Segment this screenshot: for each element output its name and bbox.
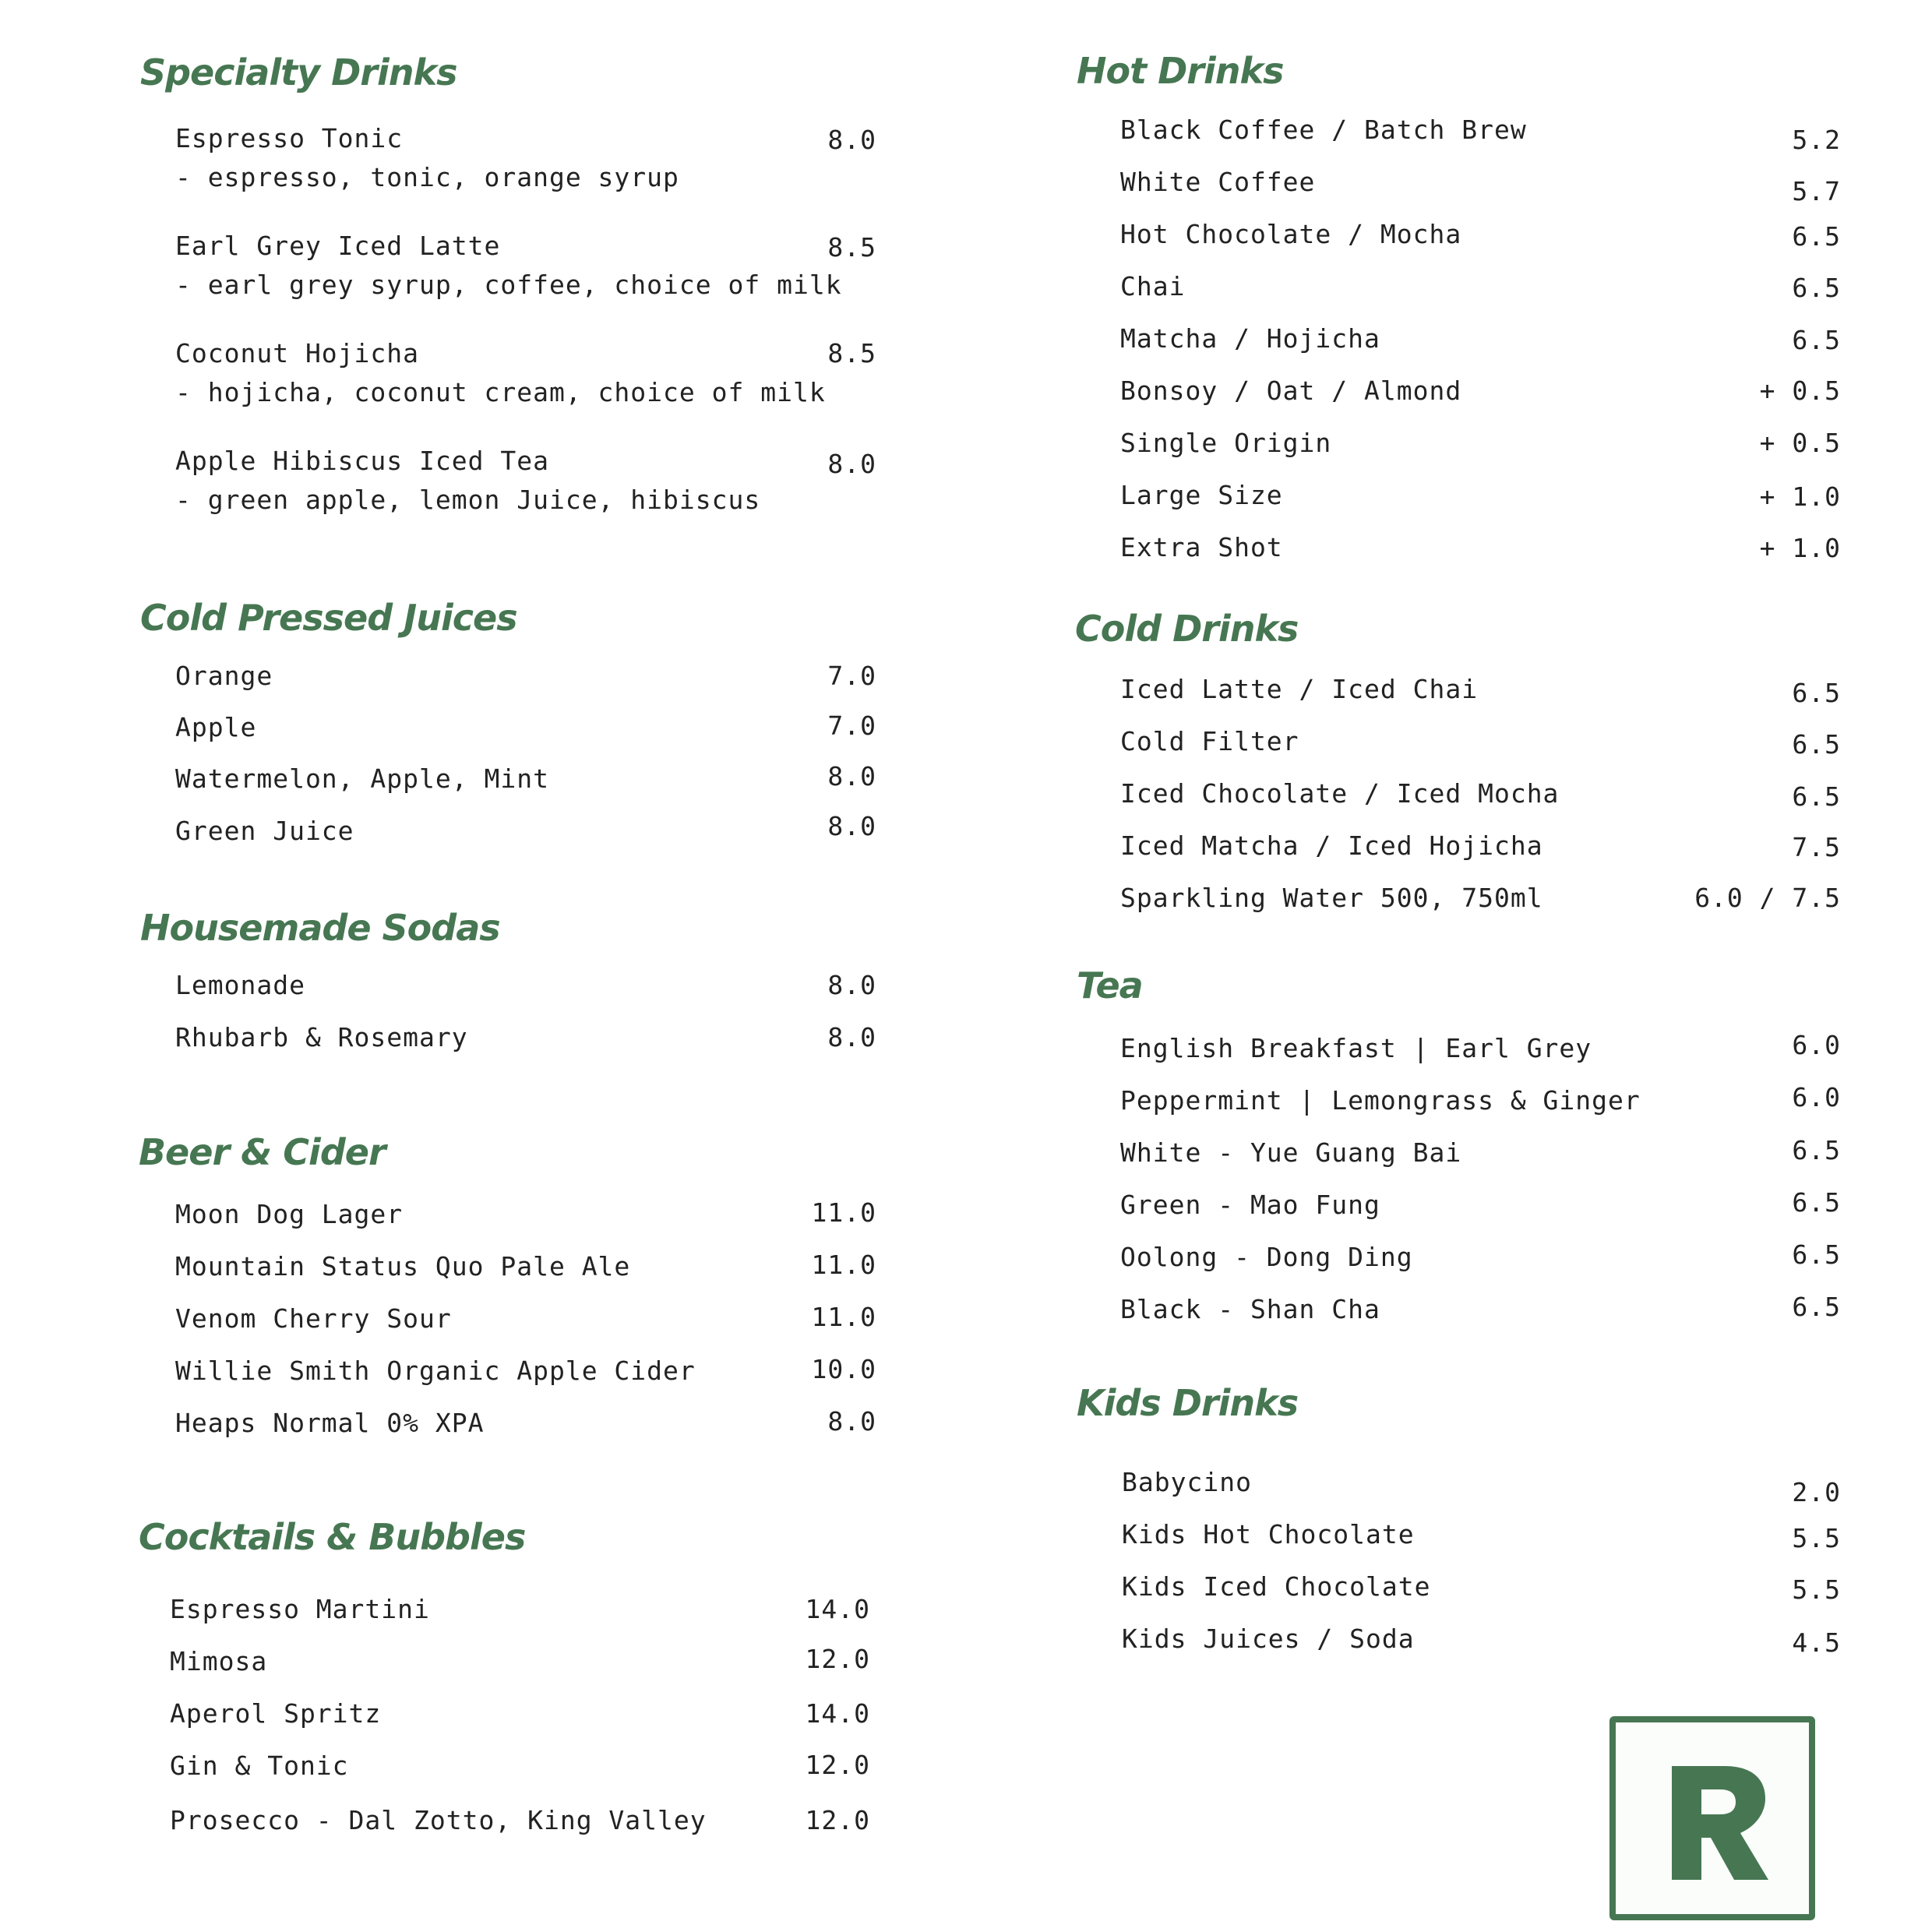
menu-item-name: Willie Smith Organic Apple Cider	[175, 1356, 696, 1386]
menu-item-name: Aperol Spritz	[170, 1698, 382, 1729]
menu-item-price: 8.0	[827, 1022, 876, 1052]
menu-item-name: Iced Matcha / Iced Hojicha	[1120, 830, 1543, 861]
menu-item-price: 8.0	[827, 761, 876, 791]
menu-item-price: 6.5	[1792, 221, 1841, 252]
menu-item-name: Extra Shot	[1120, 532, 1283, 562]
menu-item-name: Green - Mao Fung	[1120, 1190, 1380, 1220]
menu-item-price: 10.0	[811, 1354, 876, 1384]
menu-item-price: 6.5	[1792, 678, 1841, 708]
menu-item-description: - green apple, lemon Juice, hibiscus	[175, 485, 761, 515]
menu-item-name: English Breakfast | Earl Grey	[1120, 1033, 1592, 1063]
menu-item-name: Single Origin	[1120, 428, 1332, 458]
menu-item-price: 7.5	[1792, 832, 1841, 862]
menu-item-price: 5.5	[1792, 1574, 1841, 1605]
section-title-tea: Tea	[1077, 964, 1143, 1007]
menu-item-name: Hot Chocolate / Mocha	[1120, 219, 1462, 249]
menu-item-price: 6.5	[1792, 325, 1841, 355]
menu-item-name: Venom Cherry Sour	[175, 1303, 452, 1334]
menu-item-price: 4.5	[1792, 1627, 1841, 1658]
menu-item-price: 5.2	[1792, 125, 1841, 155]
menu-item-name: Rhubarb & Rosemary	[175, 1022, 468, 1052]
section-title-housemade-sodas: Housemade Sodas	[140, 907, 500, 949]
menu-item-description: - earl grey syrup, coffee, choice of milk	[175, 270, 842, 300]
menu-item-name: White - Yue Guang Bai	[1120, 1137, 1462, 1168]
menu-item-name: Prosecco - Dal Zotto, King Valley	[170, 1805, 707, 1835]
menu-item-name: Moon Dog Lager	[175, 1199, 404, 1229]
menu-item-name: Kids Juices / Soda	[1122, 1624, 1415, 1654]
menu-item-name: Watermelon, Apple, Mint	[175, 763, 549, 794]
menu-item-name: Cold Filter	[1120, 726, 1299, 756]
menu-item-price: 6.5	[1792, 729, 1841, 760]
menu-item-price: 8.5	[827, 338, 876, 368]
menu-item-price: 8.5	[827, 232, 876, 263]
menu-item-name: Black - Shan Cha	[1120, 1294, 1380, 1324]
menu-item-price: 8.0	[827, 1406, 876, 1437]
section-title-hot-drinks: Hot Drinks	[1077, 50, 1284, 92]
menu-item-price: 12.0	[805, 1644, 870, 1674]
menu-item-price: 2.0	[1792, 1477, 1841, 1507]
menu-item-price: 11.0	[811, 1302, 876, 1332]
menu-item-price: 6.0	[1792, 1030, 1841, 1060]
menu-item-name: Mountain Status Quo Pale Ale	[175, 1251, 631, 1282]
menu-item-price: 5.7	[1792, 176, 1841, 206]
section-title-cold-drinks: Cold Drinks	[1075, 608, 1299, 650]
menu-item-name: Iced Latte / Iced Chai	[1120, 674, 1479, 704]
menu-item-price: 14.0	[805, 1698, 870, 1729]
menu-item-name: Peppermint | Lemongrass & Ginger	[1120, 1085, 1641, 1116]
menu-item-description: - hojicha, coconut cream, choice of milk	[175, 377, 826, 407]
menu-item-name: Orange	[175, 661, 273, 691]
menu-item-price: 6.5	[1792, 1292, 1841, 1322]
menu-item-price: 14.0	[805, 1594, 870, 1624]
section-title-specialty-drinks: Specialty Drinks	[140, 51, 457, 93]
menu-item-name: Iced Chocolate / Iced Mocha	[1120, 778, 1560, 809]
menu-item-price: 6.0 / 7.5	[1694, 883, 1841, 913]
section-title-cocktails-bubbles: Cocktails & Bubbles	[139, 1516, 526, 1558]
menu-item-name: Heaps Normal 0% XPA	[175, 1408, 485, 1438]
menu-item-name: Black Coffee / Batch Brew	[1120, 115, 1527, 145]
menu-item-price: 6.5	[1792, 273, 1841, 303]
menu-item-name: Sparkling Water 500, 750ml	[1120, 883, 1543, 913]
menu-item-price: 6.5	[1792, 1239, 1841, 1270]
menu-item-price: 8.0	[827, 811, 876, 841]
section-title-kids-drinks: Kids Drinks	[1077, 1382, 1299, 1424]
menu-item-name: Apple	[175, 712, 257, 742]
brand-r-logo-icon	[1609, 1716, 1815, 1920]
menu-item-name: Mimosa	[170, 1646, 268, 1676]
menu-item-price: + 0.5	[1759, 428, 1841, 458]
menu-item-name: Oolong - Dong Ding	[1120, 1242, 1413, 1272]
menu-item-price: 11.0	[811, 1250, 876, 1280]
menu-item-name: Espresso Martini	[170, 1594, 430, 1624]
section-title-cold-pressed-juices: Cold Pressed Juices	[140, 597, 517, 639]
menu-item-name: Bonsoy / Oat / Almond	[1120, 375, 1462, 406]
menu-item-name: Coconut Hojicha	[175, 338, 420, 368]
menu-item-description: - espresso, tonic, orange syrup	[175, 162, 679, 192]
menu-item-name: Matcha / Hojicha	[1120, 323, 1380, 354]
menu-item-price: 8.0	[827, 449, 876, 479]
menu-item-name: Large Size	[1120, 480, 1283, 510]
menu-item-name: Green Juice	[175, 816, 354, 846]
menu-item-price: 8.0	[827, 970, 876, 1000]
menu-item-price: + 1.0	[1759, 481, 1841, 512]
menu-item-price: 8.0	[827, 125, 876, 155]
menu-item-price: 6.5	[1792, 1187, 1841, 1218]
menu-item-name: Chai	[1120, 271, 1186, 301]
menu-item-name: Kids Hot Chocolate	[1122, 1519, 1415, 1549]
menu-item-name: Apple Hibiscus Iced Tea	[175, 446, 549, 476]
menu-item-price: 12.0	[805, 1805, 870, 1835]
menu-item-price: 6.5	[1792, 1135, 1841, 1165]
menu-item-price: + 0.5	[1759, 375, 1841, 406]
section-title-beer-cider: Beer & Cider	[139, 1131, 386, 1173]
menu-item-price: 6.0	[1792, 1082, 1841, 1112]
menu-item-name: White Coffee	[1120, 167, 1316, 197]
menu-item-name: Kids Iced Chocolate	[1122, 1571, 1431, 1602]
menu-item-price: 7.0	[827, 661, 876, 691]
menu-item-price: 7.0	[827, 710, 876, 741]
menu-item-name: Earl Grey Iced Latte	[175, 231, 501, 261]
r-letter-icon	[1616, 1722, 1809, 1914]
menu-item-price: 11.0	[811, 1197, 876, 1228]
menu-item-name: Lemonade	[175, 970, 305, 1000]
menu-item-name: Espresso Tonic	[175, 123, 404, 153]
menu-item-name: Gin & Tonic	[170, 1750, 349, 1781]
menu-item-name: Babycino	[1122, 1467, 1252, 1497]
menu-item-price: + 1.0	[1759, 533, 1841, 563]
menu-item-price: 5.5	[1792, 1523, 1841, 1553]
menu-item-price: 12.0	[805, 1750, 870, 1780]
menu-item-price: 6.5	[1792, 781, 1841, 812]
